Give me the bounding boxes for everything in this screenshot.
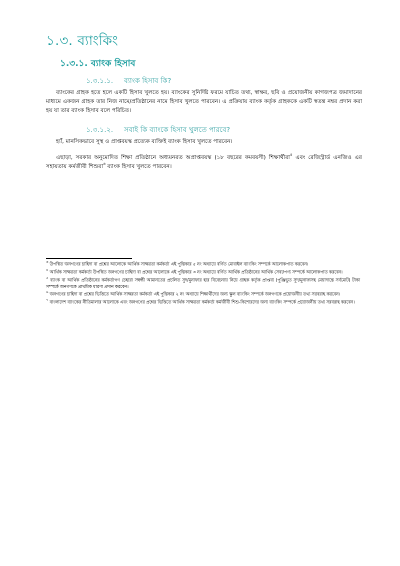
footnote <box>46 262 360 269</box>
section-heading: ১.৩. ব্যাংকিং <box>46 33 119 49</box>
topic-title-1: ব্যাংক হিসাব কি? <box>124 77 172 85</box>
paragraph-text-3b: এবং রেজিস্ট্রার্ড এনজিও এর সহায়তায় কর্মজীবী শিশুরা <box>46 155 363 171</box>
footnote-mark: ৬ <box>46 290 49 295</box>
footnote-text: আর্থিক সাক্ষরতা কর্মকর্তা উপস্থিত জনগণের চাহিদা বা প্রশ্নের আলোকে এই পুস্তিকার ৩ নং অধ্যায়ে বর্ণিত আর্থিক প্রতিষ্ঠানের আর্থিক সেবা/পণ্য সম্পর্কে আলোকপাত করবেন। <box>49 270 343 276</box>
footnote-ref-6: ৬ <box>103 161 106 167</box>
footnote-mark: ৩ <box>46 260 49 264</box>
footnote-text: বাংলাদেশ ব্যাংকের নীতিমালার আলোকে এবং জনগণের প্রশ্নের ভিত্তিতে আর্থিক সাক্ষরতা কর্মকর্তা কর্মজীবী শিশু-কিশোরদের জন্য ব্যাংকিং সম্পর্কে প্রয়োজনীয় তথ্য সরবরাহ করবেন। <box>49 300 355 306</box>
footnote-ref-5: ৫ <box>289 152 293 158</box>
paragraph-minors <box>46 154 362 172</box>
paragraph-text-3c: ব্যাংক হিসাব খুলতে পারবেন। <box>107 164 172 171</box>
footnote-text: জনগণের চাহিদা বা প্রশ্নের ভিত্তিতে আর্থিক সাক্ষরতা কর্মকর্তা এই পুস্তিকার ২ নং অধ্যায়ে শিক্ষার্থীদের জন্য স্কুল ব্যাংকিং সম্পর্কে জনগণকে প্রয়োজনীয় তথ্য সরবরাহ করবেন। <box>49 292 341 298</box>
paragraph-what-is-account <box>46 89 362 117</box>
paragraph-text-3a: এছাড়া, সরকার অনুমোদিত শিক্ষা প্রতিষ্ঠানে অধ্যয়নরত অপ্রাপ্তবয়স্ক (১৮ বছরের কমবয়সী) শিক্ষার্থীরা <box>56 155 290 161</box>
footnote-mark: ৭ <box>46 298 49 303</box>
footnote-mark: ৪ <box>46 268 49 273</box>
topic-number-1: ১.৩.১.১. <box>86 77 114 85</box>
paragraph-text-1: ব্যাংকের গ্রাহক হতে হলে একটি হিসাব খুলতে হয়। ব্যাংকের সুনির্দিষ্ট ফরমে যাচিত তথ্য, স্বাক্ষর, ছবি ও প্রয়োজনীয় কাগজপত্র জমাদানের মাধ্যমে একজন গ্রাহক তার নিজ নামে/প্রতিষ্ঠানের নামে হিসাব খুলতে পারবেন। এ প্রক্রিয়ায় ব্যাংক কর্তৃক গ্রাহককে একটি স্বতন্ত্র নম্বর প্রদান করা হয় যা তার ব্যাংক হিসাব বলে পরিচিত। <box>46 90 362 115</box>
topic-heading-1 <box>86 75 171 87</box>
footnote-text: ব্যাংক বা আর্থিক প্রতিষ্ঠানের কর্মকর্তাগণ চেহারা সম্বন্ধী আমানতের প্রচলিত সুদ/মুনাফার হার বিবেচনায় নিয়ে গ্রাহক কর্তৃক প্রাপ্তব্য (পুঞ্জিভূত সুদ/মুনাফাসহ মেয়াদান্তে সর্বমোট) টাকা সম্পর্কে জনগণকে প্রাথমিক ধারণা প্রদান করবেন। <box>46 278 361 290</box>
paragraph-eligibility <box>46 138 362 147</box>
footnote <box>46 300 360 307</box>
footnote <box>46 278 360 291</box>
topic-heading-2 <box>86 124 230 136</box>
footnote <box>46 292 360 299</box>
footnote-text: উপস্থিত জনগণের চাহিদা বা প্রশ্নের আলোকে আর্থিক সাক্ষরতা কর্মকর্তা এই পুস্তিকার ৫ নং অধ্যায়ে বর্ণিত মোবাইল ব্যাংকিং সম্পর্কে আলোকপাত করবেন। <box>49 262 309 268</box>
footnote-divider <box>46 258 132 259</box>
footnotes <box>46 262 360 308</box>
paragraph-text-2: হ্যাঁ, মানসিকভাবে সুস্থ ও প্রাপ্তবয়স্ক প্রত্যেক ব্যক্তিই ব্যাংক হিসাব খুলতে পারবেন। <box>56 139 233 145</box>
topic-title-2: সবাই কি ব্যাংকে হিসাব খুলতে পারবে? <box>124 126 231 134</box>
footnote-mark: ৫ <box>46 276 49 281</box>
footnote <box>46 270 360 277</box>
subsection-heading: ১.৩.১. ব্যাংক হিসাব <box>60 59 136 69</box>
topic-number-2: ১.৩.১.২. <box>86 126 114 134</box>
